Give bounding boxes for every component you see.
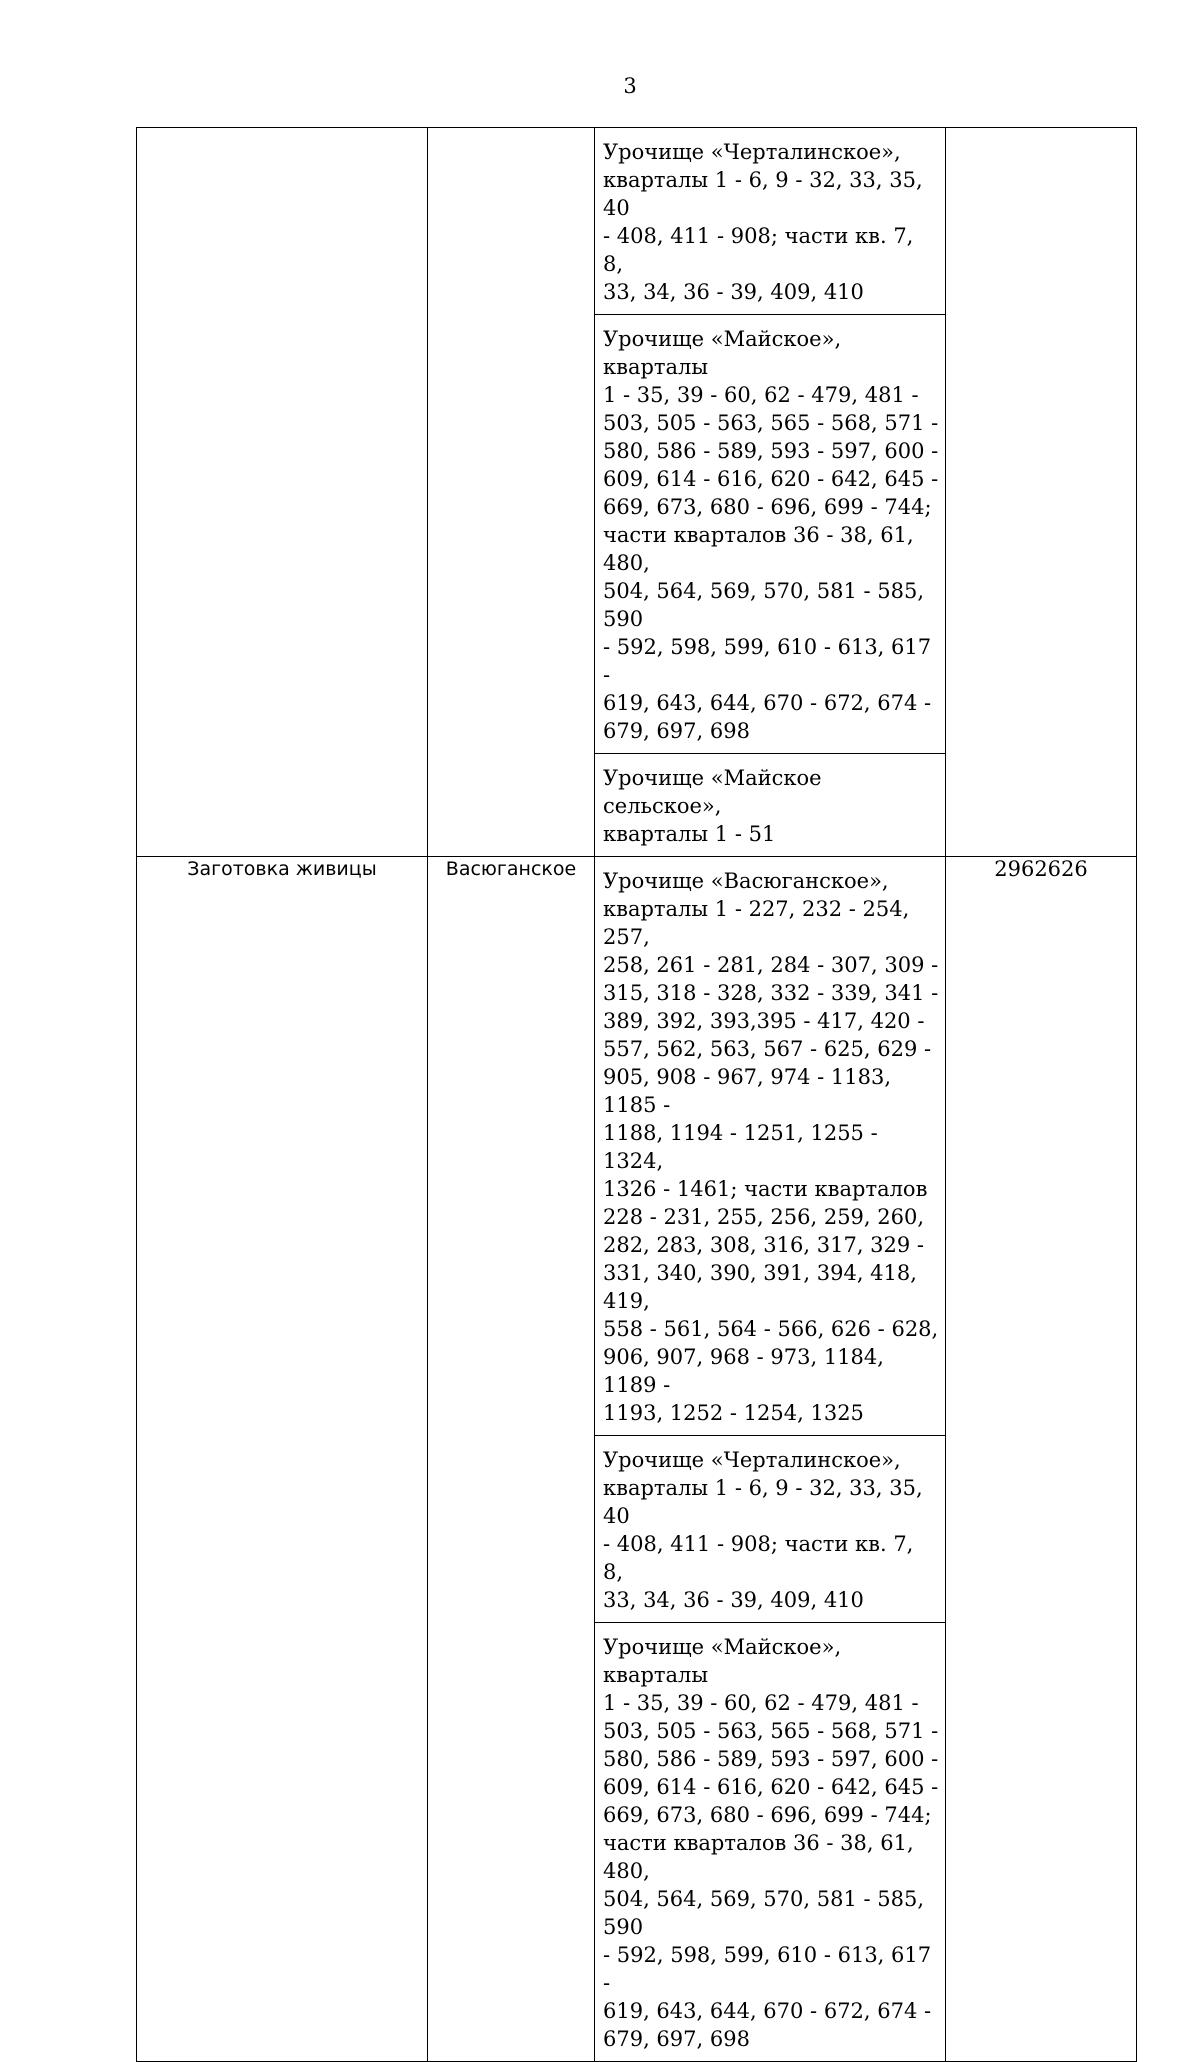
location-text: Урочище «Майское сельское», кварталы 1 - 51 (603, 766, 822, 846)
location-text: Урочище «Майское», кварталы 1 - 35, 39 - 60, 62 - 479, 481 - 503, 505 - 563, 565 - 568, 571 - 580, 586 - 589, 593 - 597, 600 - 609, 614 - 616, 620 - 642, 645 - 669, 673, 680 - 696, 699 - 744; части кварталов 36 - 38, 61, 480, 504, 564, 569, 570, 581 - 585, 590 - 592, 598, 599, 610 - 613, 617 - 619, 643, 644, 670 - 672, 674 - 679, 697, 698 (603, 327, 939, 743)
location-cell (595, 1436, 946, 1623)
value-label: 2962626 (994, 857, 1088, 881)
location-cell (595, 315, 946, 754)
forest-use-table (136, 127, 1137, 2062)
activity-cell-empty (137, 128, 428, 857)
location-cell (595, 857, 946, 1436)
location-text: Урочище «Майское», кварталы 1 - 35, 39 - 60, 62 - 479, 481 - 503, 505 - 563, 565 - 568, 571 - 580, 586 - 589, 593 - 597, 600 - 609, 614 - 616, 620 - 642, 645 - 669, 673, 680 - 696, 699 - 744; части кварталов 36 - 38, 61, 480, 504, 564, 569, 570, 581 - 585, 590 - 592, 598, 599, 610 - 613, 617 - 619, 643, 644, 670 - 672, 674 - 679, 697, 698 (603, 1635, 939, 2051)
forestry-cell-empty (428, 128, 595, 857)
forestry-cell (428, 857, 595, 2062)
location-text: Урочище «Черталинское», кварталы 1 - 6, 9 - 32, 33, 35, 40 - 408, 411 - 908; части кв. 7, 8, 33, 34, 36 - 39, 409, 410 (603, 140, 923, 304)
location-cell (595, 754, 946, 857)
table-row (137, 128, 1137, 315)
table-row (137, 857, 1137, 1436)
forestry-label: Васюганское (445, 858, 577, 880)
location-cell (595, 128, 946, 315)
value-cell-empty (946, 128, 1137, 857)
location-text: Урочище «Черталинское», кварталы 1 - 6, 9 - 32, 33, 35, 40 - 408, 411 - 908; части кв. 7, 8, 33, 34, 36 - 39, 409, 410 (603, 1448, 923, 1612)
location-text: Урочище «Васюганское», кварталы 1 - 227, 232 - 254, 257, 258, 261 - 281, 284 - 307, 309 - 315, 318 - 328, 332 - 339, 341 - 389, 392, 393,395 - 417, 420 - 557, 562, 563, 567 - 625, 629 - 905, 908 - 967, 974 - 1183, 1185 - 1188, 1194 - 1251, 1255 - 1324, 1326 - 1461; части кварталов 228 - 231, 255, 256, 259, 260, 282, 283, 308, 316, 317, 329 - 331, 340, 390, 391, 394, 418, 419, 558 - 561, 564 - 566, 626 - 628, 906, 907, 968 - 973, 1184, 1189 - 1193, 1252 - 1254, 1325 (603, 869, 939, 1425)
activity-cell (137, 857, 428, 2062)
page-number: 3 (623, 74, 637, 98)
value-cell (946, 857, 1137, 2062)
location-cell (595, 1623, 946, 2062)
activity-label: Заготовка живицы (187, 858, 377, 880)
